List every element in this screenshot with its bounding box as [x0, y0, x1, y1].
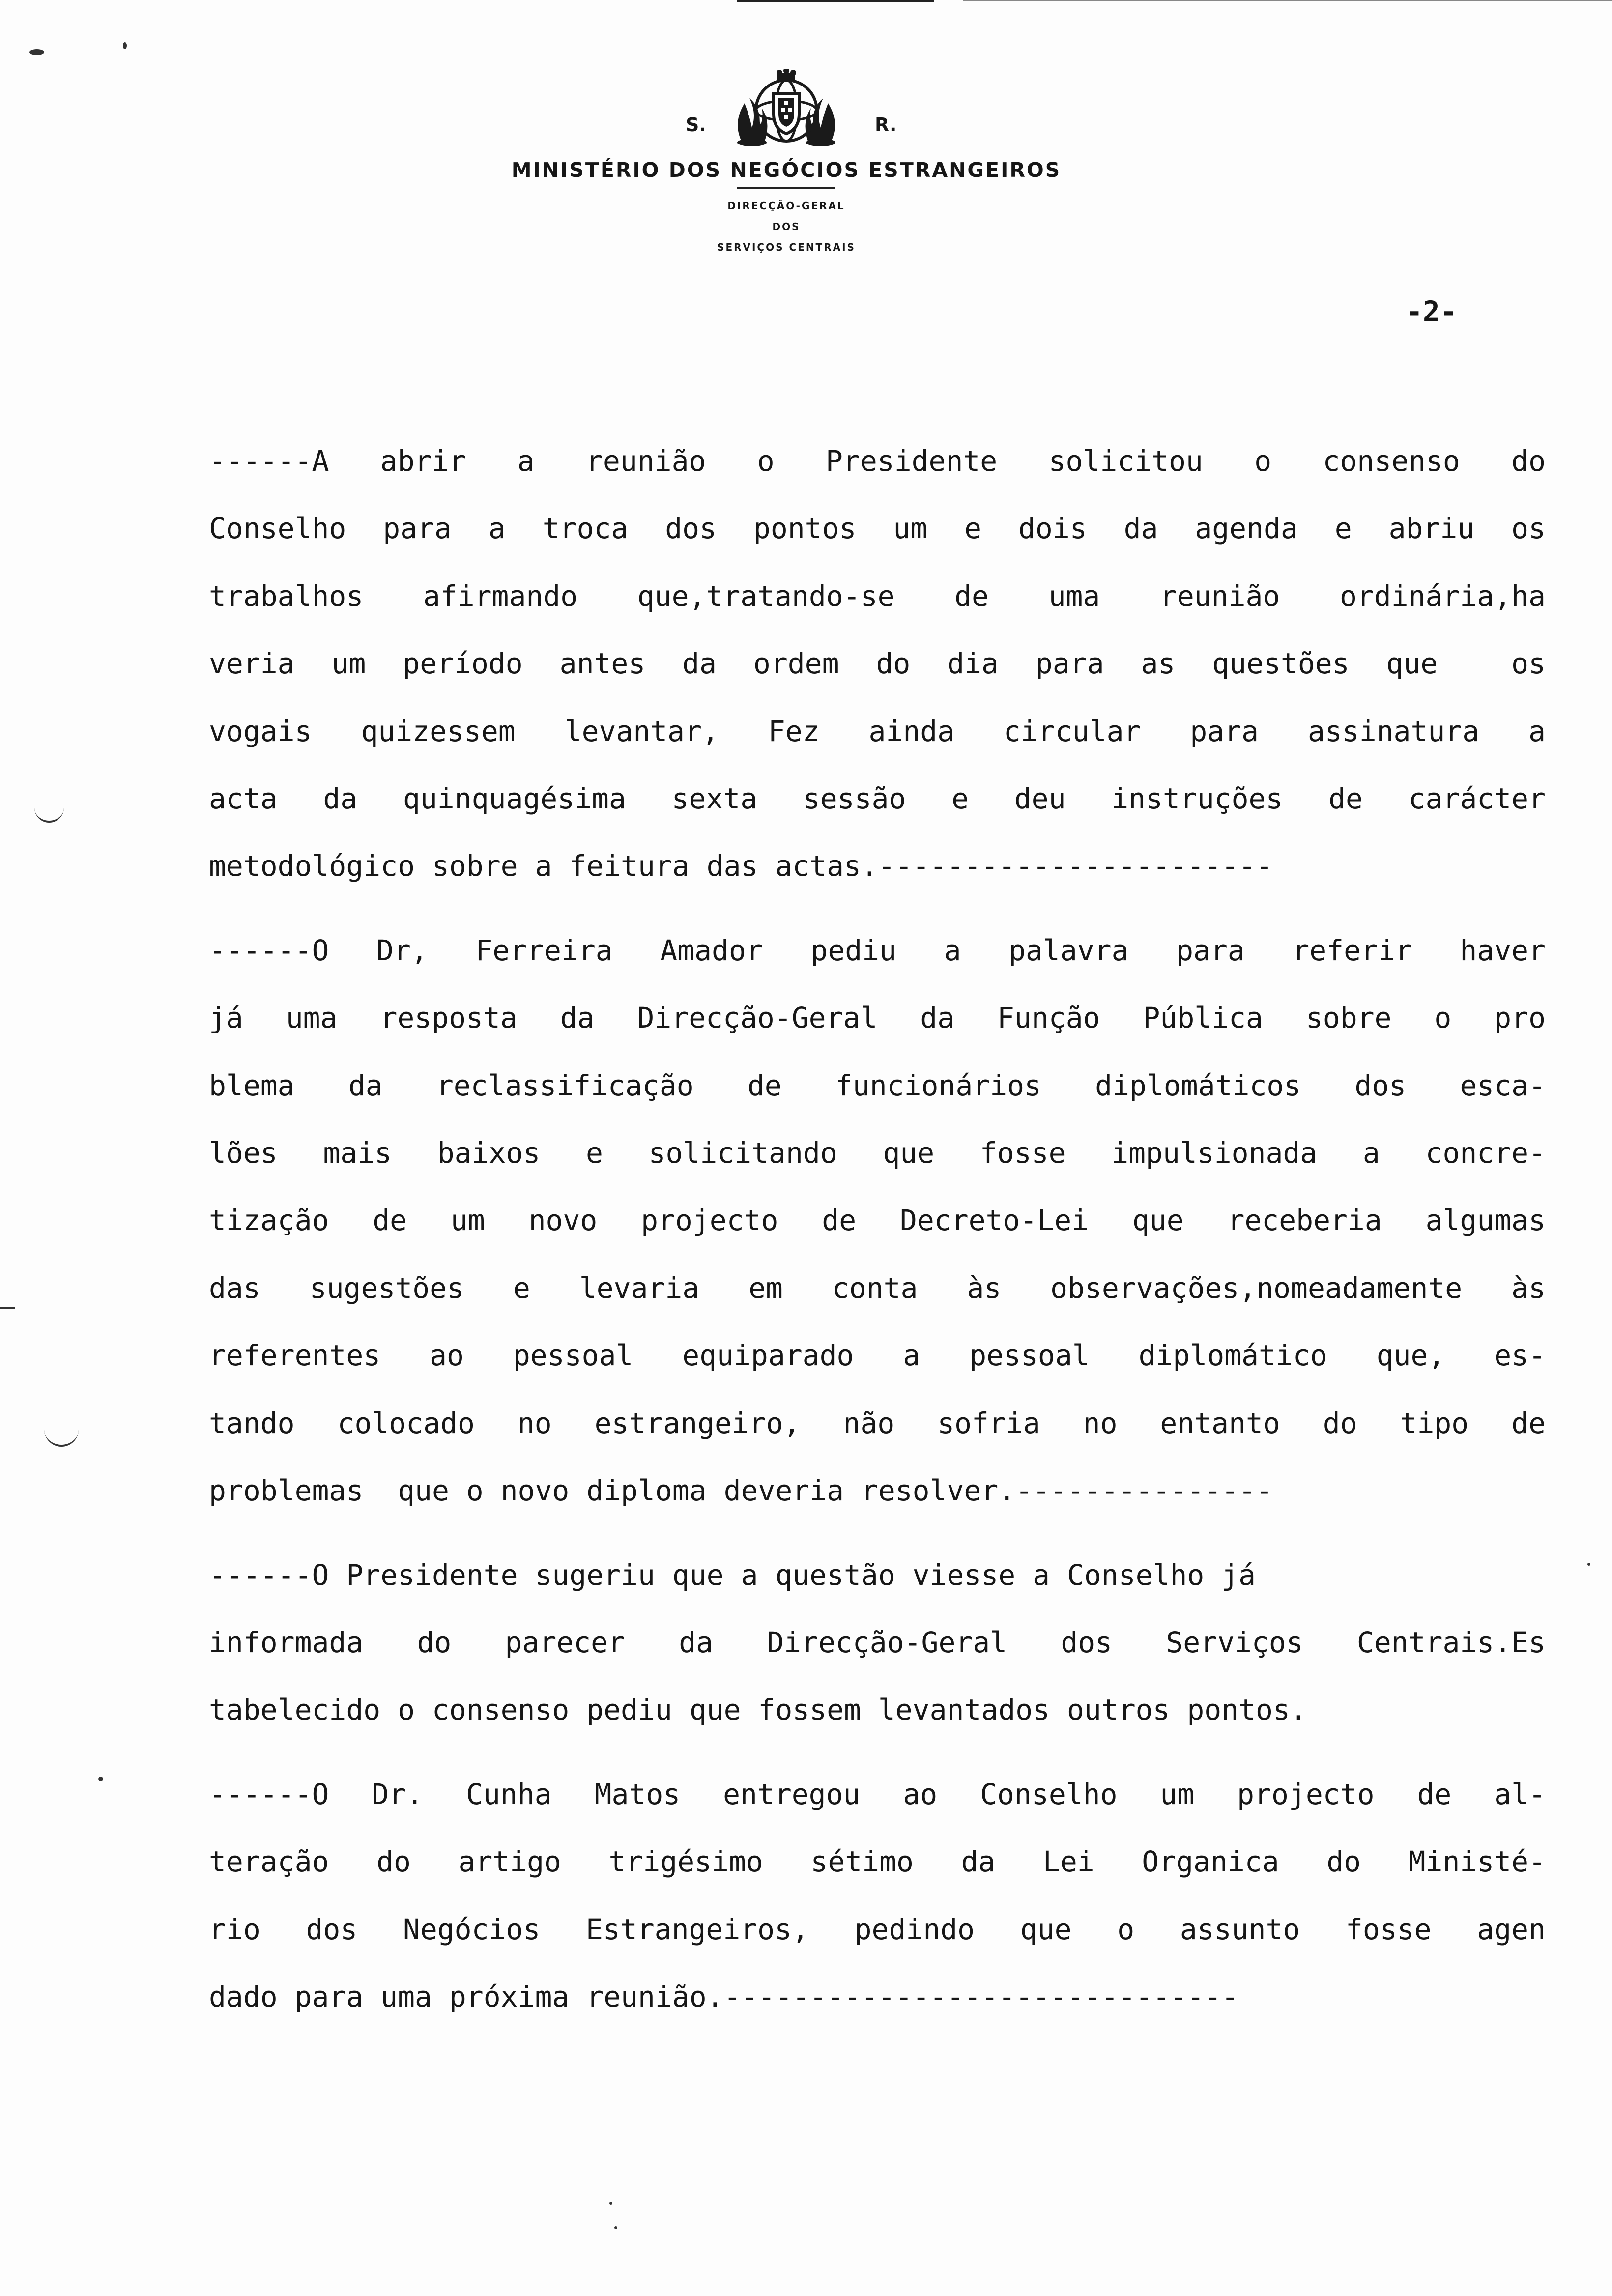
scan-speck — [609, 2202, 612, 2205]
text-line: ------O Dr, Ferreira Amador pediu a palavra para referir haver — [209, 933, 1546, 967]
coat-of-arms-icon — [722, 69, 850, 152]
scan-speck — [29, 49, 44, 55]
seal-letter-right: R. — [875, 114, 897, 136]
scan-speck — [123, 42, 127, 49]
minutes-body — [209, 428, 1546, 2047]
text-line: vogais quizessem levantar, Fez ainda circular para assinatura a — [209, 714, 1546, 748]
ministry-name: MINISTÉRIO DOS NEGÓCIOS ESTRANGEIROS — [511, 158, 1062, 182]
text-line: rio dos Negócios Estrangeiros, pedindo que o assunto fosse agen — [209, 1912, 1546, 1946]
letterhead — [442, 69, 1130, 258]
text-line: ------O Dr. Cunha Matos entregou ao Conselho um projecto de al- — [209, 1777, 1546, 1811]
text-line: dado para uma próxima reunião.------------------------------ — [209, 1980, 1239, 2013]
crest-row — [442, 69, 1130, 152]
text-line: lões mais baixos e solicitando que fosse impulsionada a concre- — [209, 1136, 1546, 1170]
margin-check-mark — [44, 1425, 79, 1447]
text-line: Conselho para a troca dos pontos um e dois da agenda e abriu os — [209, 512, 1546, 545]
text-line: teração do artigo trigésimo sétimo da Lei Organica do Ministé- — [209, 1845, 1546, 1879]
scan-rule-top — [737, 0, 934, 2]
text-line: tando colocado no estrangeiro, não sofria no entanto do tipo de — [209, 1406, 1546, 1440]
paragraph-ferreira-amador — [209, 917, 1546, 1525]
paragraph-opening — [209, 428, 1546, 900]
text-line: metodológico sobre a feitura das actas.----------------------- — [209, 849, 1273, 883]
scan-rule-top-right — [963, 0, 1612, 1]
scan-speck — [614, 2226, 617, 2229]
text-line: tização de um novo projecto de Decreto-Lei que receberia algumas — [209, 1204, 1546, 1237]
text-line: problemas que o novo diploma deveria resolver.--------------- — [209, 1474, 1273, 1508]
scan-speck — [1587, 1563, 1590, 1566]
ministry-underline — [737, 187, 835, 189]
scan-speck — [98, 1777, 103, 1781]
text-line: ------A abrir a reunião o Presidente solicitou o consenso do — [209, 444, 1546, 478]
text-line: blema da reclassificação de funcionários diplomáticos dos esca- — [209, 1068, 1546, 1102]
direction-line: DOS — [772, 221, 801, 232]
text-line: das sugestões e levaria em conta às observações,nomeadamente às — [209, 1271, 1546, 1305]
text-line: trabalhos afirmando que,tratando-se de uma reunião ordinária,ha — [209, 579, 1546, 613]
text-line: veria um período antes da ordem do dia para as questões que os — [209, 647, 1546, 681]
text-line: referentes ao pessoal equiparado a pessoal diplomático que, es- — [209, 1339, 1546, 1373]
direction-line: DIRECÇÃO-GERAL — [727, 200, 845, 212]
paragraph-presidente — [209, 1542, 1546, 1744]
paragraph-cunha-matos — [209, 1761, 1546, 2031]
seal-letter-left: S. — [686, 114, 706, 136]
text-line: tabelecido o consenso pediu que fossem levantados outros pontos. — [209, 1693, 1307, 1727]
margin-check-mark — [34, 801, 64, 823]
text-line: ------O Presidente sugeriu que a questão viesse a Conselho já — [209, 1558, 1256, 1592]
text-line: já uma resposta da Direcção-Geral da Função Pública sobre o pro — [209, 1001, 1546, 1035]
direction-line: SERVIÇOS CENTRAIS — [717, 241, 856, 253]
text-line: acta da quinquagésima sexta sessão e deu instruções de carácter — [209, 782, 1546, 816]
scan-speck — [0, 1307, 15, 1309]
page-number: -2- — [1406, 295, 1457, 328]
text-line: informada do parecer da Direcção-Geral dos Serviços Centrais.Es — [209, 1625, 1546, 1659]
